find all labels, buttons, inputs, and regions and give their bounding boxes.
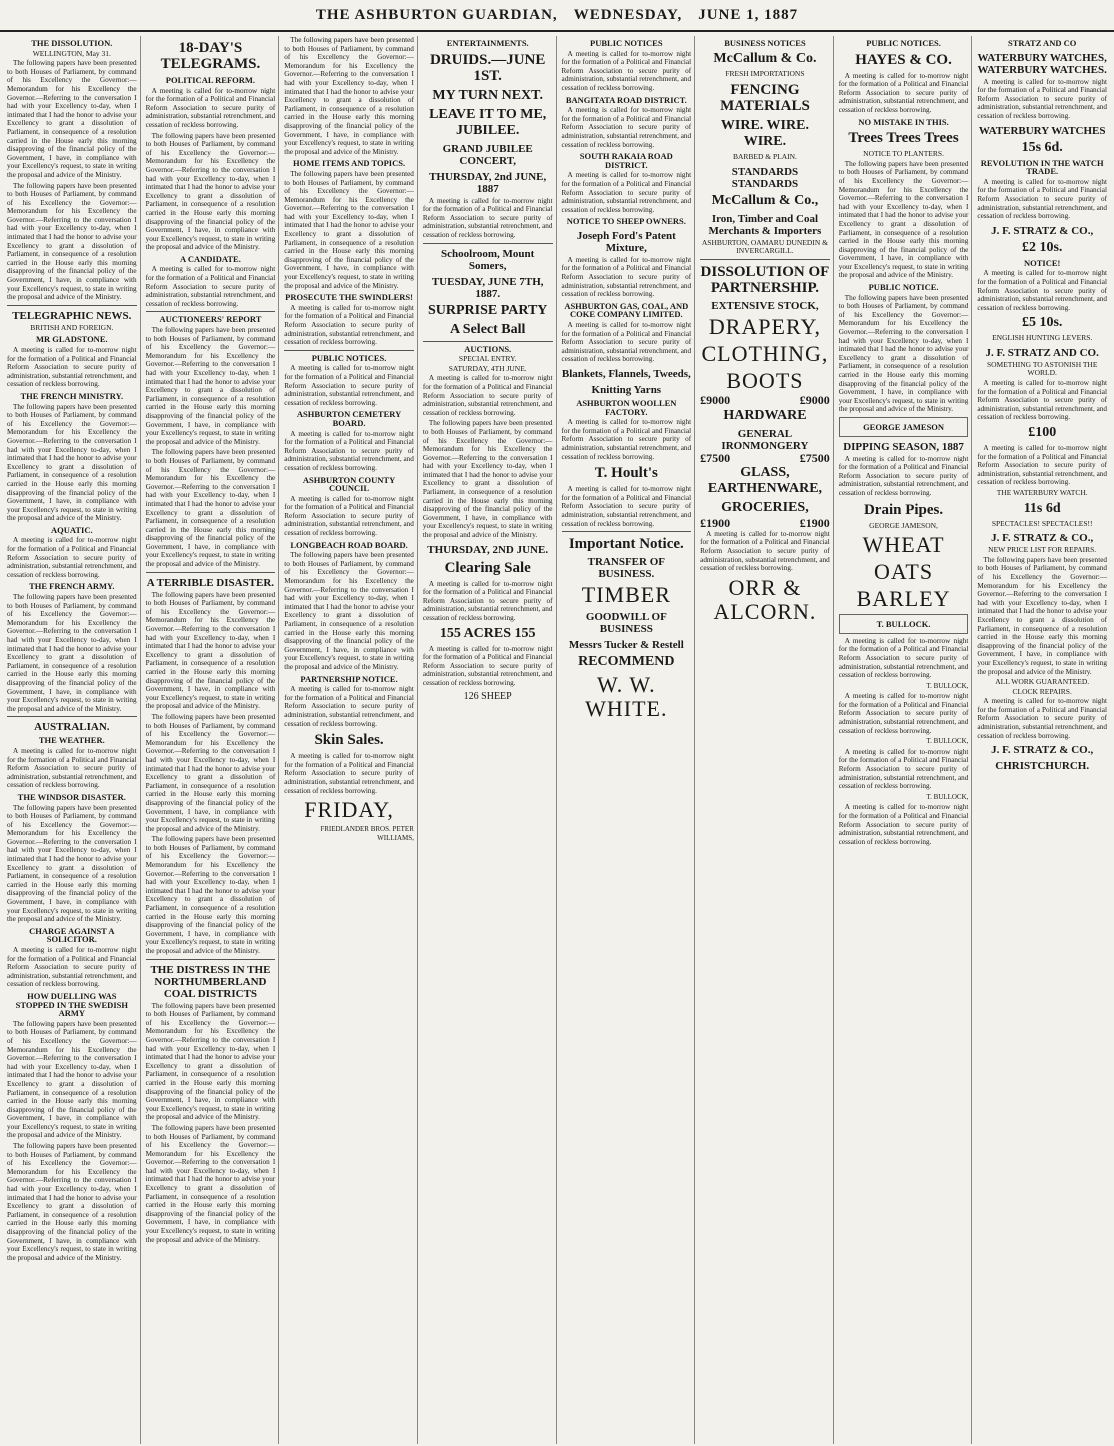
fresh-importations: FRESH IMPORTATIONS bbox=[725, 68, 805, 78]
county-council-head: ASHBURTON COUNTY COUNCIL bbox=[302, 474, 396, 494]
prosecute-head: PROSECUTE THE SWINDLERS! bbox=[285, 292, 413, 303]
reform-body: A meeting is called for to-morrow night for the formation of a Political and Financial Reform Association to secure purity of administration, substantial retrenchment, and cessation of reckless borrowing. bbox=[145, 86, 276, 129]
stratz-header: STRATZ AND CO bbox=[1008, 38, 1077, 48]
woollen-factory: ASHBURTON WOOLLEN FACTORY. bbox=[576, 398, 677, 417]
price-100: £100 bbox=[1028, 425, 1057, 441]
duelling-body-2: The following papers have been presented to both Houses of Parliament, by command of his Excellency the Governor:— Memorandum for his Excellency the Governor.—Referring to the conversation I had with your Excellency to-day, when I intimated that I had the honor to advise your Excellency to grant a dissolution of Parliament, in consequence of a resolution carried in the House early this morning disapproving of the financial policy of the Government, I have, in compliance with your Excellency's request, to state in writing the proposal and advice of the Ministry. bbox=[7, 1142, 137, 1262]
longbeach-head: LONGBEACH ROAD BOARD. bbox=[290, 539, 408, 550]
french-ministry-head: THE FRENCH MINISTRY. bbox=[20, 390, 124, 401]
stratz-name: J. F. STRATZ & CO., bbox=[991, 224, 1094, 237]
struggle-body: The following papers have been presented to both Houses of Parliament, by command of his Excellency the Governor:— Memorandum for his Excellency the Governor.—Referring to the conversation I had with your Excellency to-day, when I intimated that I had the honor to advise your Excellency to grant a dissolution of Parliament, in consequence of a resolution carried in the House early this morning disapproving of the financial policy of the Government, I have, in compliance with your Excellency's request, to state in writing the proposal and advice of the Ministry. bbox=[284, 36, 414, 156]
dissolution-partnership: DISSOLUTION OF PARTNERSHIP. bbox=[700, 263, 830, 296]
duelling-body: The following papers have been presented to both Houses of Parliament, by command of his Excellency the Governor:— Memorandum for his Excellency the Governor.—Referring to the conversation I had with your Excellency to-day, when I intimated that I had the honor to advise your Excellency to grant a dissolution of Parliament, in consequence of a resolution carried in the House early this morning disapproving of the financial policy of the Government, I have, in compliance with your Excellency's request, to state in writing the proposal and advice of the Ministry. bbox=[7, 1019, 137, 1140]
french-army-head: THE FRENCH ARMY. bbox=[29, 581, 115, 592]
extensive-stock: EXTENSIVE STOCK, bbox=[711, 299, 819, 312]
weather-body: A meeting is called for to-morrow night for the formation of a Political and Financial Reform Association to secure purity of administration, substantial retrenchment, and cessation of reckless borrowing. bbox=[7, 746, 137, 790]
knitting-yarns: Knitting Yarns bbox=[591, 384, 662, 396]
barbed-plain: BARBED & PLAIN. bbox=[732, 152, 797, 162]
aquatic-head: AQUATIC. bbox=[50, 524, 93, 535]
price-11s: 11s 6d bbox=[1023, 500, 1061, 516]
saturday-4th-june: SATURDAY, 4TH JUNE. bbox=[448, 363, 527, 373]
gladstone-body: A meeting is called for to-morrow night for the formation of a Political and Financial Reform Association to secure purity of administration, substantial retrenchment, and cessation of reckless borrowing. bbox=[7, 346, 137, 389]
gladstone-head: MR GLADSTONE. bbox=[35, 334, 108, 345]
hardware: HARDWARE bbox=[723, 407, 807, 423]
price-row-3: £1900 £1900 bbox=[700, 516, 830, 531]
skin-body: A meeting is called for to-morrow night for the formation of a Political and Financial Reform Association to secure purity of administration, substantial retrenchment, and cessation of reckless borrowing. bbox=[284, 752, 414, 795]
bullock-body-4: A meeting is called for to-morrow night for the formation of a Political and Financial Reform Association to secure purity of administration, substantial retrenchment, and cessation of reckless borrowing. bbox=[838, 803, 969, 846]
disaster-head: A TERRIBLE DISASTER. bbox=[146, 576, 275, 589]
notice-money-body: A meeting is called for to-morrow night for the formation of a Political and Financial Reform Association to secure purity of administration, substantial retrenchment, and cessation of reckless borrowing. bbox=[561, 49, 692, 92]
auctions-head: AUCTIONS. bbox=[464, 343, 512, 354]
masthead bbox=[0, 0, 1114, 32]
repairs-body: The following papers have been presented to both Houses of Parliament, by command of his Excellency the Governor:— Memorandum for his Excellency the Governor.—Referring to the conversation I had with your Excellency to-day, when I intimated that I had the honor to advise your Excellency to grant a dissolution of Parliament, in consequence of a resolution carried in the House early this morning disapproving of the financial policy of the Government, I have, in compliance with your Excellency's request, to state in writing the proposal and advice of the Ministry. bbox=[977, 555, 1107, 676]
column-8 bbox=[974, 36, 1110, 1444]
south-rakaia-head: SOUTH RAKAIA ROAD DISTRICT. bbox=[579, 151, 673, 170]
boots: BOOTS bbox=[726, 367, 804, 393]
mccallum-2: McCallum & Co., bbox=[711, 192, 819, 208]
weather-head: THE WEATHER. bbox=[38, 735, 105, 746]
auctioneers-body: The following papers have been presented to both Houses of Parliament, by command of his Excellency the Governor:— Memorandum for his Excellency the Governor.—Referring to the conversation I had with your Excellency to-day, when I intimated that I had the honor to advise your Excellency to grant a dissolution of Parliament, in consequence of a resolution carried in the House early this morning disapproving of the financial policy of the Government, I have, in compliance with your Excellency's request, to state in writing the proposal and advice of the Ministry. bbox=[145, 326, 276, 446]
northumberland-body: The following papers have been presented to both Houses of Parliament, by command of his Excellency the Governor:— Memorandum for his Excellency the Governor.—Referring to the conversation I had with your Excellency to-day, when I intimated that I had the honor to advise your Excellency to grant a dissolution of Parliament, in consequence of a resolution carried in the House early this morning disapproving of the financial policy of the Government, I have, in compliance with your Excellency's request, to state in writing the proposal and advice of the Ministry. bbox=[145, 1001, 276, 1122]
important-notice: Important Notice. bbox=[568, 536, 684, 553]
aquatic-body: A meeting is called for to-morrow night for the formation of a Political and Financial Reform Association to secure purity of administration, substantial retrenchment, and cessation of reckless borrowing. bbox=[7, 536, 137, 579]
merchants-head: Iron, Timber and Coal Merchants & Importers bbox=[708, 212, 822, 237]
waterbury-2: WATERBURY WATCHES bbox=[978, 124, 1106, 137]
drain-pipes: Drain Pipes. bbox=[863, 501, 944, 518]
blankets-head: Blankets, Flannels, Tweeds, bbox=[561, 368, 691, 380]
concert-body: A meeting is called for to-morrow night for the formation of a Political and Financial Reform Association to secure purity of administration, substantial retrenchment, and cessation of reckless borrowing. bbox=[422, 196, 553, 239]
jameson-label: GEORGE JAMESON bbox=[863, 421, 945, 432]
home-items-head: HOME ITEMS AND TOPICS. bbox=[293, 158, 406, 169]
offer-body: A meeting is called for to-morrow night for the formation of a Political and Financial Reform Association to secure purity of administration, substantial retrenchment, and cessation of reckless borrowing. bbox=[977, 444, 1107, 487]
county-body: A meeting is called for to-morrow night for the formation of a Political and Financial Reform Association to secure purity of administration, substantial retrenchment, and cessation of reckless borrowing. bbox=[284, 494, 414, 538]
page-columns bbox=[0, 32, 1114, 1444]
tucker-restell: Messrs Tucker & Restell bbox=[568, 639, 684, 652]
telegrams-head: 18-DAY'S TELEGRAMS. bbox=[160, 40, 261, 72]
bullock-body-2: A meeting is called for to-morrow night for the formation of a Political and Financial Reform Association to secure purity of administration, substantial retrenchment, and cessation of reckless borrowing. bbox=[838, 692, 969, 735]
column-6 bbox=[697, 36, 834, 1444]
tuesday-june-7: TUESDAY, JUNE 7TH, 1887. bbox=[431, 275, 544, 300]
gas-company-head: ASHBURTON GAS, COAL, AND COKE COMPANY LIMITED. bbox=[564, 300, 689, 320]
clearing-body: A meeting is called for to-morrow night for the formation of a Political and Financial Reform Association to secure purity of administration, substantial retrenchment, and cessation of reckless borrowing. bbox=[422, 579, 553, 622]
paper-title: THE ASHBURTON GUARDIAN, bbox=[315, 6, 558, 23]
recommend-display: RECOMMEND bbox=[578, 654, 675, 670]
bullock-body-1: A meeting is called for to-morrow night for the formation of a Political and Financial Reform Association to secure purity of administration, substantial retrenchment, and cessation of reckless borrowing. bbox=[838, 636, 969, 680]
hunting-levers: ENGLISH HUNTING LEVERS. bbox=[992, 333, 1093, 343]
acres-display: 155 ACRES 155 bbox=[439, 625, 536, 641]
public-notice-body: The following papers have been presented to both Houses of Parliament, by command of his Excellency the Governor:— Memorandum for his Excellency the Governor.—Referring to the conversation I had with your Excellency to-day, when I intimated that I had the honor to advise your Excellency to grant a dissolution of Parliament, in consequence of a resolution carried in the House early this morning disapproving of the financial policy of the Government, I have, in compliance with your Excellency's request, to state in writing the proposal and advice of the Ministry. bbox=[838, 293, 969, 414]
northumberland-head: THE DISTRESS IN THE NORTHUMBERLAND COAL DISTRICTS bbox=[150, 963, 271, 1000]
waterbury-body: A meeting is called for to-morrow night for the formation of a Political and Financial Reform Association to secure purity of administration, substantial retrenchment, and cessation of reckless borrowing. bbox=[977, 77, 1107, 120]
longbeach-body: The following papers have been presented to both Houses of Parliament, by command of his Excellency the Governor:— Memorandum for his Excellency the Governor.—Referring to the conversation I had with your Excellency to-day, when I intimated that I had the honor to advise your Excellency to grant a dissolution of Parliament, in consequence of a resolution carried in the House early this morning disapproving of the financial policy of the Government, I have, in compliance with your Excellency's request, to state in writing the proposal and advice of the Ministry. bbox=[284, 551, 414, 671]
auctioneers-head: AUCTIONEERS' REPORT bbox=[159, 314, 262, 325]
mccallum-head: McCallum & Co. bbox=[713, 50, 817, 66]
candidate-head: A CANDIDATE. bbox=[180, 253, 241, 264]
thursday-2nd-june-2: THURSDAY, 2ND JUNE. bbox=[427, 543, 549, 556]
bullock-sign-3: T. BULLOCK, bbox=[926, 792, 969, 801]
clock-body: A meeting is called for to-morrow night for the formation of a Political and Financial Reform Association to secure purity of administration, substantial retrenchment, and cessation of reckless borrowing. bbox=[977, 697, 1107, 740]
telegraphic-news-head: TELEGRAPHIC NEWS. bbox=[12, 309, 132, 322]
stratz-name-3: J. F. STRATZ & CO., bbox=[991, 744, 1094, 757]
friday-display: FRIDAY, bbox=[304, 797, 394, 823]
mount-somers: Schoolroom, Mount Somers, bbox=[441, 247, 535, 272]
astonish: SOMETHING TO ASTONISH THE WORLD. bbox=[986, 359, 1098, 378]
duelling-head: HOW DUELLING WAS STOPPED IN THE SWEDISH ARMY bbox=[15, 990, 128, 1019]
clearing-sale: Clearing Sale bbox=[444, 559, 531, 576]
auctioneers-body-2: The following papers have been presented to both Houses of Parliament, by command of his Excellency the Governor:— Memorandum for his Excellency the Governor.—Referring to the conversation I had with your Excellency to-day, when I intimated that I had the honor to advise your Excellency to grant a dissolution of Parliament, in consequence of a resolution carried in the House early this morning disapproving of the financial policy of the Government, I have, in compliance with your Excellency's request, to state in writing the proposal and advice of the Ministry. bbox=[145, 448, 276, 569]
column-1 bbox=[4, 36, 141, 1444]
clothing: CLOTHING, bbox=[701, 340, 829, 366]
ford-mixture: Joseph Ford's Patent Mixture, bbox=[576, 229, 676, 254]
solicitor-head: CHARGE AGAINST A SOLICITOR. bbox=[29, 925, 115, 945]
dissolution-body-2: The following papers have been presented to both Houses of Parliament, by command of his Excellency the Governor:— Memorandum for his Excellency the Governor.—Referring to the conversation I had with your Excellency to-day, when I intimated that I had the honor to advise your Excellency to grant a dissolution of Parliament, in consequence of a resolution carried in the House early this morning disapproving of the financial policy of the Government, I have, in compliance with your Excellency's request, to state in writing the proposal and advice of the Ministry. bbox=[7, 181, 137, 302]
hayes-body: A meeting is called for to-morrow night for the formation of a Political and Financial Reform Association to secure purity of administration, substantial retrenchment, and cessation of reckless borrowing. bbox=[838, 71, 969, 114]
christchurch: CHRISTCHURCH. bbox=[995, 760, 1090, 773]
partnership-body: A meeting is called for to-morrow night for the formation of a Political and Financial Reform Association to secure purity of administration, substantial retrenchment, and cessation of reckless borrowing. bbox=[284, 685, 414, 728]
dipping-season: DIPPING SEASON, 1887 bbox=[843, 440, 964, 453]
cemetery-head: ASHBURTON CEMETERY BOARD. bbox=[296, 409, 402, 428]
waterbury-watches: WATERBURY WATCHES, WATERBURY WATCHES. bbox=[977, 51, 1107, 76]
druids-head: DRUIDS.—JUNE 1ST. bbox=[429, 51, 546, 84]
home-items-body: The following papers have been presented to both Houses of Parliament, by command of his Excellency the Governor:— Memorandum for his Excellency the Governor.—Referring to the conversation I had with your Excellency to-day, when I intimated that I had the honor to advise your Excellency to grant a dissolution of Parliament, in consequence of a resolution carried in the House early this morning disapproving of the financial policy of the Government, I have, in compliance with your Excellency's request, to state in writing the proposal and advice of the Ministry. bbox=[284, 169, 414, 290]
hayes-head: HAYES & CO. bbox=[855, 51, 952, 68]
auction-body: A meeting is called for to-morrow night for the formation of a Political and Financial Reform Association to secure purity of administration, substantial retrenchment, and cessation of reckless borrowing. bbox=[422, 374, 553, 417]
bullock-label: T. BULLOCK. bbox=[876, 619, 931, 630]
rakaia-body: A meeting is called for to-morrow night for the formation of a Political and Financial Reform Association to secure purity of administration, substantial retrenchment, and cessation of reckless borrowing. bbox=[561, 171, 692, 214]
groceries: GROCERIES, bbox=[721, 500, 809, 516]
gas-body: A meeting is called for to-morrow night for the formation of a Political and Financial Reform Association to secure purity of administration, substantial retrenchment, and cessation of reckless borrowing. bbox=[561, 321, 692, 364]
solicitor-body: A meeting is called for to-morrow night for the formation of a Political and Financial Reform Association to secure purity of administration, substantial retrenchment, and cessation of reckless borrowing. bbox=[7, 946, 137, 989]
dissolution-head: THE DISSOLUTION. bbox=[31, 38, 113, 48]
auction-body-2: The following papers have been presented to both Houses of Parliament, by command of his Excellency the Governor:— Memorandum for his Excellency the Governor.—Referring to the conversation I had with your Excellency to-day, when I intimated that I had the honor to advise your Excellency to grant a dissolution of Parliament, in consequence of a resolution carried in the House early this morning disapproving of the financial policy of the Government, I have, in compliance with your Excellency's request, to state in writing the proposal and advice of the Ministry. bbox=[422, 419, 553, 540]
notice-body-8: A meeting is called for to-morrow night for the formation of a Political and Financial Reform Association to secure purity of administration, substantial retrenchment, and cessation of reckless borrowing. bbox=[977, 269, 1107, 312]
price-5-10: £5 10s. bbox=[1021, 315, 1063, 331]
reform-body-2: The following papers have been presented to both Houses of Parliament, by command of his Excellency the Governor:— Memorandum for his Excellency the Governor.—Referring to the conversation I had with your Excellency to-day, when I intimated that I had the honor to advise your Excellency to grant a dissolution of Parliament, in consequence of a resolution carried in the House early this morning disapproving of the financial policy of the Government, I have, in compliance with your Excellency's request, to state in writing the proposal and advice of the Ministry. bbox=[145, 131, 276, 252]
ford-body: A meeting is called for to-morrow night for the formation of a Political and Financial Reform Association to secure purity of administration, substantial retrenchment, and cessation of reckless borrowing. bbox=[561, 255, 692, 299]
transfer-business: TRANSFER OF BUSINESS. bbox=[587, 556, 665, 581]
my-turn-next: MY TURN NEXT. bbox=[432, 87, 543, 103]
disaster-body-3: The following papers have been presented to both Houses of Parliament, by command of his Excellency the Governor:— Memorandum for his Excellency the Governor.—Referring to the conversation I had with your Excellency to-day, when I intimated that I had the honor to advise your Excellency to grant a dissolution of Parliament, in consequence of a resolution carried in the House early this morning disapproving of the financial policy of the Government, I have, in compliance with your Excellency's request, to state in writing the proposal and advice of the Ministry. bbox=[145, 835, 276, 955]
clock-repairs: CLOCK REPAIRS. bbox=[1012, 686, 1072, 696]
political-reform-head: POLITICAL REFORM. bbox=[165, 75, 256, 85]
no-mistake: NO MISTAKE IN THIS. bbox=[858, 116, 949, 127]
bullock-sign-1: T. BULLOCK, bbox=[926, 681, 969, 690]
paper-date: JUNE 1, 1887 bbox=[698, 6, 799, 23]
orr-alcorn: ORR & ALCORN. bbox=[713, 574, 817, 624]
fencing-materials: FENCING MATERIALS bbox=[720, 82, 810, 115]
spectacles: SPECTACLES! SPECTACLES!! bbox=[991, 518, 1093, 528]
notice-planters: NOTICE TO PLANTERS. bbox=[863, 149, 944, 159]
revolution-head: REVOLUTION IN THE WATCH TRADE. bbox=[980, 157, 1104, 177]
jameson-box bbox=[839, 417, 969, 437]
column-2 bbox=[143, 36, 280, 1444]
woollen-body: A meeting is called for to-morrow night for the formation of a Political and Financial Reform Association to secure purity of administration, substantial retrenchment, and cessation of reckless borrowing. bbox=[561, 418, 692, 461]
wheat: WHEAT bbox=[862, 532, 945, 558]
timber-display: TIMBER bbox=[581, 582, 671, 608]
guaranteed: ALL WORK GUARANTEED. bbox=[995, 677, 1090, 687]
windsor-head: THE WINDSOR DISASTER. bbox=[17, 791, 126, 802]
dissolution-body-text: A meeting is called for to-morrow night for the formation of a Political and Financial Reform Association to secure purity of administration, substantial retrenchment, and cessation of reckless borrowing. bbox=[700, 529, 830, 573]
cemetery-body: A meeting is called for to-morrow night for the formation of a Political and Financial Reform Association to secure purity of administration, substantial retrenchment, and cessation of reckless borrowing. bbox=[284, 429, 414, 472]
ironmongery: GENERAL IRONMONGERY bbox=[721, 427, 809, 452]
select-ball: A Select Ball bbox=[449, 321, 526, 337]
drapery: DRAPERY, bbox=[708, 313, 821, 339]
jubilee-concert: GRAND JUBILEE CONCERT, bbox=[442, 142, 533, 167]
bullock-sign-2: T. BULLOCK, bbox=[926, 737, 969, 746]
paper-day: WEDNESDAY, bbox=[573, 6, 683, 23]
special-entry: SPECIAL ENTRY. bbox=[458, 354, 517, 364]
telegraphic-sub: BRITISH AND FOREIGN. bbox=[30, 322, 114, 332]
stratz-name-2: J. F. STRATZ & CO., bbox=[991, 532, 1094, 545]
barley: BARLEY bbox=[856, 586, 951, 612]
public-notice-head: PUBLIC NOTICE. bbox=[868, 282, 939, 293]
astonish-body: A meeting is called for to-morrow night for the formation of a Political and Financial Reform Association to secure purity of administration, substantial retrenchment, and cessation of reckless borrowing. bbox=[977, 379, 1107, 422]
goodwill-head: GOODWILL OF BUSINESS bbox=[585, 611, 667, 636]
jameson-name: GEORGE JAMESON, bbox=[869, 520, 938, 530]
column-7 bbox=[836, 36, 973, 1444]
repairs-price-list: NEW PRICE LIST FOR REPAIRS. bbox=[988, 545, 1097, 555]
bangitata-body: A meeting is called for to-morrow night for the formation of a Political and Financial Reform Association to secure purity of administration, substantial retrenchment, and cessation of reckless borrowing. bbox=[561, 106, 692, 149]
wire-display: WIRE. WIRE. WIRE. bbox=[720, 118, 809, 150]
disaster-body: The following papers have been presented to both Houses of Parliament, by command of his Excellency the Governor:— Memorandum for his Excellency the Governor.—Referring to the conversation I had with your Excellency to-day, when I intimated that I had the honor to advise your Excellency to grant a dissolution of Parliament, in consequence of a resolution carried in the House early this morning disapproving of the financial policy of the Government, I have, in compliance with your Excellency's request, to state in writing the proposal and advice of the Ministry. bbox=[145, 590, 276, 711]
public-notices-head-2: PUBLIC NOTICES bbox=[590, 38, 663, 48]
dipping-body: A meeting is called for to-morrow night for the formation of a Political and Financial Reform Association to secure purity of administration, substantial retrenchment, and cessation of reckless borrowing. bbox=[838, 454, 969, 497]
price-15s: 15s 6d. bbox=[1021, 139, 1063, 155]
sheep-owners-head: NOTICE TO SHEEP OWNERS. bbox=[566, 216, 686, 227]
price-row-1: £9000 £9000 bbox=[700, 392, 830, 407]
trees-body: The following papers have been presented to both Houses of Parliament, by command of his Excellency the Governor:— Memorandum for his Excellency the Governor.—Referring to the conversation I had with your Excellency to-day, when I intimated that I had the honor to advise your Excellency to grant a dissolution of Parliament, in consequence of a resolution carried in the House early this morning disapproving of the financial policy of the Government, I have, in compliance with your Excellency's request, to state in writing the proposal and advice of the Ministry. bbox=[838, 159, 969, 280]
friedlander-signoff: FRIEDLANDER BROS. PETER WILLIAMS, bbox=[320, 825, 414, 842]
disaster-body-2: The following papers have been presented to both Houses of Parliament, by command of his Excellency the Governor:— Memorandum for his Excellency the Governor.—Referring to the conversation I had with your Excellency to-day, when I intimated that I had the honor to advise your Excellency to grant a dissolution of Parliament, in consequence of a resolution carried in the House early this morning disapproving of the financial policy of the Government, I have, in compliance with your Excellency's request, to state in writing the proposal and advice of the Ministry. bbox=[145, 712, 276, 833]
price-2-10: £2 10s. bbox=[1021, 239, 1063, 255]
stratz-and-co: J. F. STRATZ AND CO. bbox=[985, 346, 1099, 359]
leave-it-to-me: LEAVE IT TO ME, JUBILEE. bbox=[429, 106, 547, 138]
bullock-body-3: A meeting is called for to-morrow night for the formation of a Political and Financial Reform Association to secure purity of administration, substantial retrenchment, and cessation of reckless borrowing. bbox=[838, 747, 969, 791]
glass: GLASS, EARTHENWARE, bbox=[707, 465, 823, 497]
column-3 bbox=[281, 36, 418, 1444]
trees-head: Trees Trees Trees bbox=[848, 130, 959, 147]
notice-body: A meeting is called for to-morrow night for the formation of a Political and Financial Reform Association to secure purity of administration, substantial retrenchment, and cessation of reckless borrowing. bbox=[284, 364, 414, 407]
windsor-body: The following papers have been presented to both Houses of Parliament, by command of his Excellency the Governor:— Memorandum for his Excellency the Governor.—Referring to the conversation I had with your Excellency to-day, when I intimated that I had the honor to advise your Excellency to grant a dissolution of Parliament, in consequence of a resolution carried in the House early this morning disapproving of the financial policy of the Government, I have, in compliance with your Excellency's request, to state in writing the proposal and advice of the Ministry. bbox=[7, 803, 137, 924]
business-notices-head: BUSINESS NOTICES bbox=[724, 38, 806, 48]
northumberland-body-2: The following papers have been presented to both Houses of Parliament, by command of his Excellency the Governor:— Memorandum for his Excellency the Governor.—Referring to the conversation I had with your Excellency to-day, when I intimated that I had the honor to advise your Excellency to grant a dissolution of Parliament, in consequence of a resolution carried in the House early this morning disapproving of the financial policy of the Government, I have, in compliance with your Excellency's request, to state in writing the proposal and advice of the Ministry. bbox=[145, 1123, 276, 1244]
standards-head: STANDARDS STANDARDS bbox=[731, 165, 799, 190]
partnership-head: PARTNERSHIP NOTICE. bbox=[300, 673, 398, 684]
column-5 bbox=[559, 36, 696, 1444]
branches: ASHBURTON, OAMARU DUNEDIN & INVERCARGILL. bbox=[701, 237, 828, 256]
hoults-body: A meeting is called for to-morrow night for the formation of a Political and Financial Reform Association to secure purity of administration, substantial retrenchment, and cessation of reckless borrowing. bbox=[561, 485, 692, 528]
prosecute-body: A meeting is called for to-morrow night for the formation of a Political and Financial Reform Association to secure purity of administration, substantial retrenchment, and cessation of reckless borrowing. bbox=[284, 303, 414, 347]
sheep-display: 126 SHEEP bbox=[463, 690, 512, 702]
notice-head: NOTICE! bbox=[1024, 257, 1061, 268]
french-ministry-body: The following papers have been presented to both Houses of Parliament, by command of his Excellency the Governor:— Memorandum for his Excellency the Governor.—Referring to the conversation I had with your Excellency to-day, when I intimated that I had the honor to advise your Excellency to grant a dissolution of Parliament, in consequence of a resolution carried in the House early this morning disapproving of the financial policy of the Government, I have, in compliance with your Excellency's request, to state in writing the proposal and advice of the Ministry. bbox=[7, 402, 137, 523]
french-army-body: The following papers have been presented to both Houses of Parliament, by command of his Excellency the Governor:— Memorandum for his Excellency the Governor.—Referring to the conversation I had with your Excellency to-day, when I intimated that I had the honor to advise your Excellency to grant a dissolution of Parliament, in consequence of a resolution carried in the House early this morning disapproving of the financial policy of the Government, I have, in compliance with your Excellency's request, to state in writing the proposal and advice of the Ministry. bbox=[7, 593, 137, 713]
thursday-2nd-june: THURSDAY, 2nd JUNE, 1887 bbox=[429, 170, 547, 195]
revolution-body: A meeting is called for to-morrow night for the formation of a Political and Financial Reform Association to secure purity of administration, substantial retrenchment, and cessation of reckless borrowing. bbox=[977, 177, 1107, 221]
candidate-body: A meeting is called for to-morrow night for the formation of a Political and Financial Reform Association to secure purity of administration, substantial retrenchment, and cessation of reckless borrowing. bbox=[145, 265, 276, 308]
hoults-head: T. Hoult's bbox=[594, 465, 658, 482]
oats: OATS bbox=[874, 559, 934, 585]
dissolution-body: The following papers have been presented to both Houses of Parliament, by command of his Excellency the Governor:— Memorandum for his Excellency the Governor.—Referring to the conversation I had with your Excellency to-day, when I intimated that I had the honor to advise your Excellency to grant a dissolution of Parliament, in consequence of a resolution carried in the House early this morning disapproving of the financial policy of the Government, I have, in compliance with your Excellency's request, to state in writing the proposal and advice of the Ministry. bbox=[7, 59, 137, 179]
acres-body: A meeting is called for to-morrow night for the formation of a Political and Financial Reform Association to secure purity of administration, substantial retrenchment, and cessation of reckless borrowing. bbox=[422, 644, 553, 687]
bangitata-head: BANGITATA ROAD DISTRICT. bbox=[565, 94, 687, 105]
public-notices-head-3: PUBLIC NOTICES. bbox=[866, 38, 941, 48]
australian-head: AUSTRALIAN. bbox=[34, 721, 110, 734]
waterbury-watch: THE WATERBURY WATCH. bbox=[996, 488, 1088, 497]
ww-white: W. W. WHITE. bbox=[585, 672, 668, 722]
column-4 bbox=[420, 36, 557, 1444]
bullock-box bbox=[839, 614, 969, 634]
public-notices-head: PUBLIC NOTICES. bbox=[311, 352, 387, 363]
surprise-party: SURPRISE PARTY bbox=[427, 302, 548, 318]
price-row-2: £7500 £7500 bbox=[700, 450, 830, 465]
skin-sales-head: Skin Sales. bbox=[314, 732, 384, 749]
entertainments-head: ENTERTAINMENTS. bbox=[446, 38, 529, 48]
dateline: WELLINGTON, May 31. bbox=[32, 48, 111, 58]
